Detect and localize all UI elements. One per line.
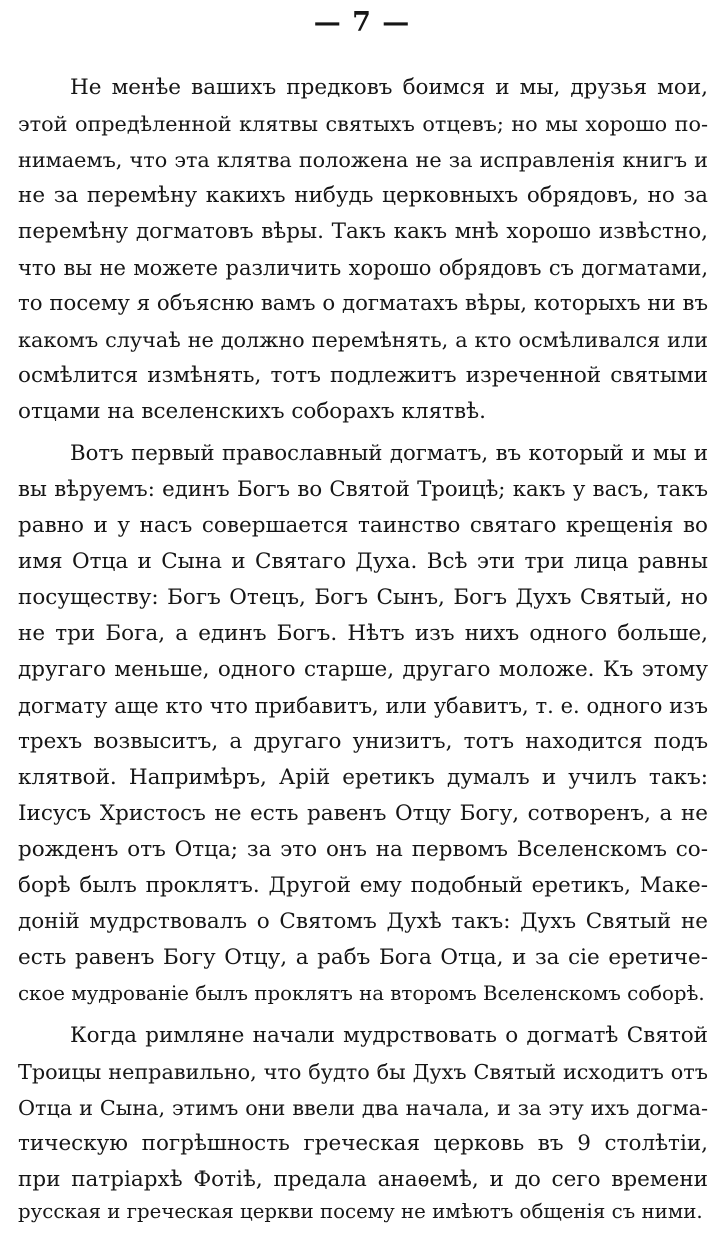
text-line: Вотъ первый православный догматъ, въ который и мы и (70, 441, 708, 466)
text-line: посуществу: Богъ Отецъ, Богъ Сынъ, Богъ Духъ Святый, но (18, 585, 708, 610)
text-line: осмѣлится измѣнять, тотъ подлежитъ изреченной святыми (18, 363, 708, 388)
text-line: русская и греческая церкви посему не имѣютъ общенія съ ними. (18, 1200, 703, 1223)
page-number: — 7 — (313, 7, 411, 38)
text-line: доній мудрствовалъ о Святомъ Духѣ такъ: Духъ Святый не (18, 909, 708, 934)
text-line: Троицы неправильно, что будто бы Духъ Святый исходитъ отъ (18, 1060, 708, 1084)
text-line: равно и у насъ совершается таинство святаго крещенія во (18, 513, 708, 538)
text-line: рожденъ отъ Отца; за это онъ на первомъ Вселенскомъ со- (18, 837, 708, 862)
text-line: есть равенъ Богу Отцу, а рабъ Бога Отца, и за сіе еретиче- (18, 945, 708, 970)
text-line: трехъ возвыситъ, а другаго унизитъ, тотъ находится подъ (18, 729, 708, 754)
text-line: вы вѣруемъ: единъ Богъ во Святой Троицѣ; какъ у васъ, такъ (18, 477, 708, 502)
text-line: имя Отца и Сына и Святаго Духа. Всѣ эти три лица равны (18, 549, 708, 574)
text-line: Когда римляне начали мудрствовать о догматѣ Святой (70, 1023, 708, 1048)
text-line: догмату аще кто что прибавитъ, или убавитъ, т. е. одного изъ (18, 694, 708, 718)
text-line: не три Бога, а единъ Богъ. Нѣтъ изъ нихъ одного больше, (18, 621, 708, 646)
text-line: что вы не можете различить хорошо обрядовъ съ догматами, (18, 256, 708, 280)
text-line: тическую погрѣшность греческая церковь въ 9 столѣтіи, (18, 1131, 708, 1156)
text-line: при патріархѣ Фотіѣ, предала анаѳемѣ, и до сего времени (18, 1167, 708, 1192)
text-line: нимаемъ, что эта клятва положена не за исправленія книгъ и (18, 148, 708, 172)
text-line: Іисусъ Христосъ не есть равенъ Отцу Богу, сотворенъ, а не (18, 801, 708, 826)
text-line: отцами на вселенскихъ соборахъ клятвѣ. (18, 399, 486, 424)
text-line: Отца и Сына, этимъ они ввели два начала, и за эту ихъ догма- (18, 1096, 708, 1120)
text-line: не за перемѣну какихъ нибудь церковныхъ обрядовъ, но за (18, 183, 708, 208)
text-line: этой опредѣленной клятвы святыхъ отцевъ; но мы хорошо по- (18, 112, 708, 136)
text-line: Не менѣе вашихъ предковъ боимся и мы, друзья мои, (70, 75, 708, 100)
text-line: перемѣну догматовъ вѣры. Такъ какъ мнѣ хорошо извѣстно, (18, 219, 708, 244)
text-line: то посему я объясню вамъ о догматахъ вѣры, которыхъ ни въ (18, 291, 708, 316)
text-line: другаго меньше, одного старше, другаго моложе. Къ этому (18, 657, 708, 682)
text-line: ское мудрованіе былъ проклятъ на второмъ Вселенскомъ соборѣ. (18, 982, 705, 1005)
text-line: какомъ случаѣ не должно перемѣнять, а кто осмѣливался или (18, 328, 708, 352)
text-line: борѣ былъ проклятъ. Другой ему подобный еретикъ, Маке- (18, 873, 708, 898)
text-line: клятвой. Напримѣръ, Арій еретикъ думалъ и училъ такъ: (18, 765, 708, 790)
